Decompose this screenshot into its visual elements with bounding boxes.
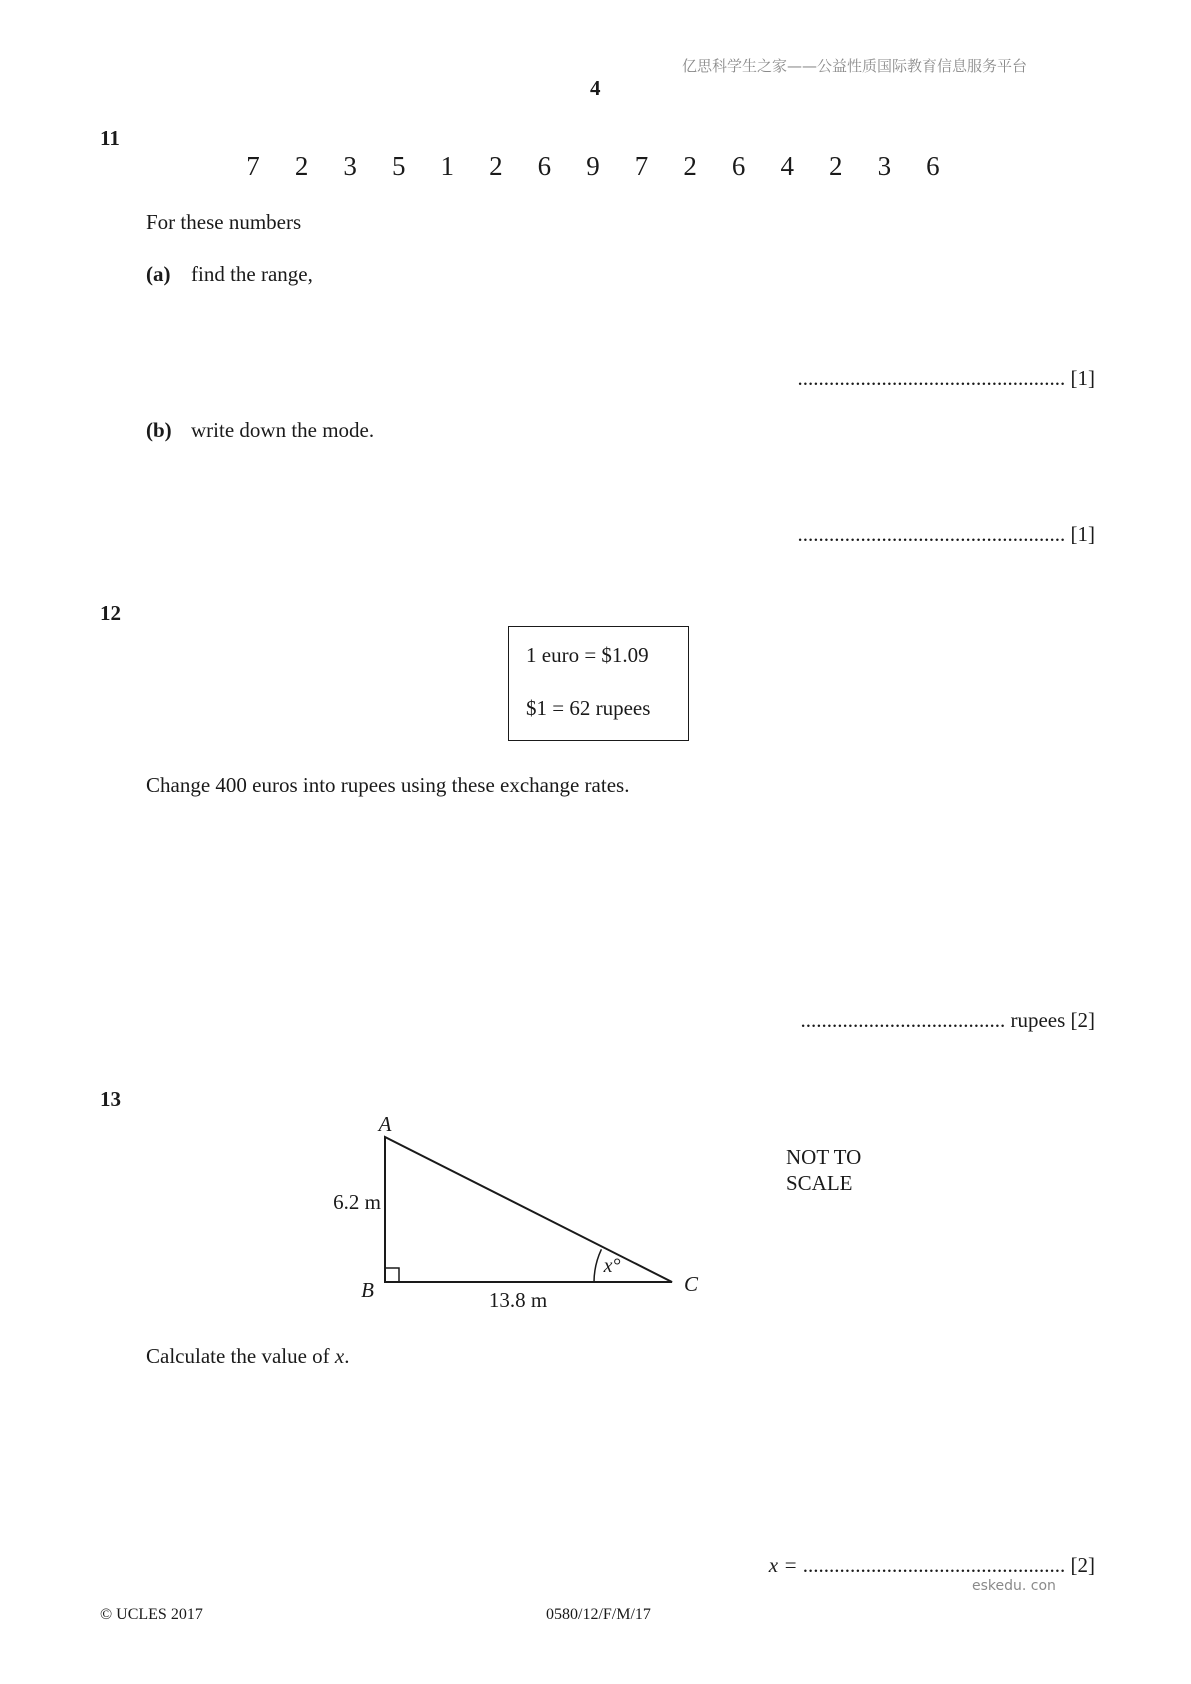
sequence-number: 6: [731, 151, 746, 181]
vertex-b-label: B: [361, 1278, 374, 1302]
triangle-shape: [385, 1137, 672, 1282]
question-13-prefix: Calculate the value of: [146, 1344, 335, 1368]
question-13-answer-prefix: x =: [768, 1553, 798, 1577]
sequence-number: 3: [877, 151, 892, 181]
vertex-c-label: C: [684, 1272, 699, 1296]
sequence-number: 6: [537, 151, 552, 181]
vertex-a-label: A: [378, 1112, 392, 1136]
number-sequence: [243, 151, 943, 182]
side-ab-label: 6.2 m: [333, 1190, 381, 1214]
question-12-answer-line[interactable]: ....................................... rupees [2]: [800, 1008, 1095, 1032]
question-11-number: 11: [100, 126, 120, 150]
side-bc-label: 13.8 m: [488, 1288, 548, 1312]
part-b-label: (b): [146, 418, 172, 442]
angle-x-label: x°: [603, 1255, 621, 1277]
sequence-number: 7: [634, 151, 649, 181]
part-a-text: find the range,: [191, 262, 313, 286]
sequence-number: 5: [391, 151, 406, 181]
angle-arc: [594, 1249, 601, 1282]
not-to-scale-line-2: SCALE: [786, 1171, 853, 1195]
page-number: 4: [590, 76, 601, 100]
sequence-number: 4: [780, 151, 794, 181]
footer-watermark: eskedu. con: [972, 1578, 1056, 1594]
right-angle-marker: [385, 1268, 399, 1282]
triangle-diagram: [320, 1100, 720, 1315]
sequence-number: 2: [294, 151, 309, 181]
footer-copyright: © UCLES 2017: [100, 1606, 203, 1623]
exchange-rate-box: [508, 626, 689, 741]
part-b-answer-line[interactable]: ................................................... [1]: [797, 522, 1095, 546]
question-13-suffix: .: [344, 1344, 350, 1368]
exchange-rate-euro: 1 euro = $1.09: [526, 643, 649, 667]
question-13-answer-line[interactable]: .................................................. [2]: [802, 1553, 1095, 1577]
question-13-answer: [769, 1553, 1095, 1578]
question-13-number: 13: [100, 1087, 121, 1111]
not-to-scale-line-1: NOT TO: [786, 1145, 862, 1169]
sequence-number: 2: [489, 151, 503, 181]
exchange-rate-rupee: $1 = 62 rupees: [526, 696, 651, 720]
footer-paper-code: 0580/12/F/M/17: [546, 1606, 651, 1623]
question-13-text: [146, 1344, 350, 1369]
question-12-number: 12: [100, 601, 121, 625]
sequence-number: 7: [246, 151, 260, 181]
sequence-number: 2: [683, 151, 697, 181]
header-watermark: 亿思科学生之家——公益性质国际教育信息服务平台: [682, 57, 1028, 75]
sequence-number: 1: [440, 151, 454, 181]
sequence-number: 6: [926, 151, 940, 181]
sequence-number: 3: [343, 151, 357, 181]
part-b-text: write down the mode.: [191, 418, 375, 442]
question-13-variable: x: [334, 1344, 345, 1368]
sequence-number: 2: [829, 151, 843, 181]
part-a-label: (a): [146, 262, 171, 286]
question-12-text: Change 400 euros into rupees using these exchange rates.: [146, 773, 630, 797]
part-a-answer-line[interactable]: ................................................... [1]: [797, 366, 1095, 390]
sequence-number: 9: [586, 151, 600, 181]
question-11-intro: For these numbers: [146, 210, 302, 234]
